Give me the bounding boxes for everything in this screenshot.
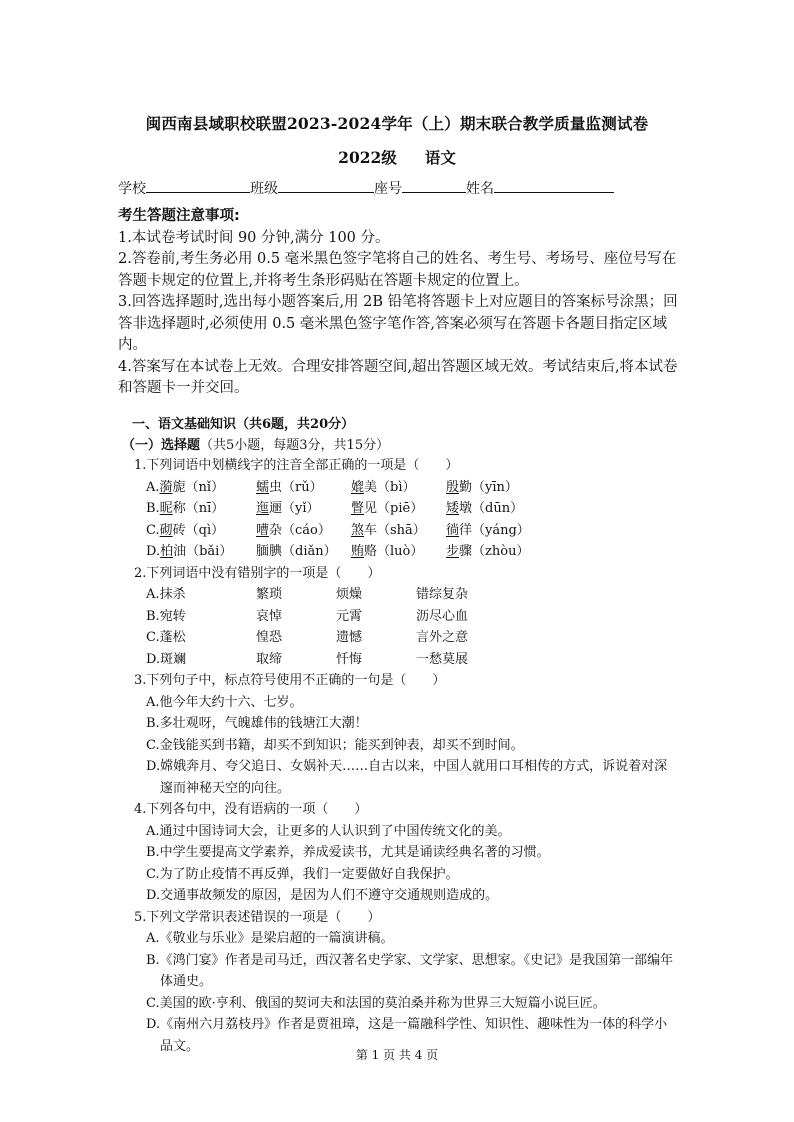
subject-label: 语文	[424, 148, 456, 167]
q5-option: D.《南州六月荔枝丹》作者是贾祖璋，这是一篇融科学性、知识性、趣味性为一体的科学小品文。	[146, 1017, 668, 1054]
q4-option: B.中学生要提高文学素养，养成爱读书，尤其是诵读经典名著的习惯。	[146, 845, 550, 860]
q1-option-row: D.柏油（bǎi） 腼腆（diǎn） 贿赂（luò） 步骤（zhòu）	[146, 544, 530, 559]
notice-item: 2.答卷前,考生务必用 0.5 毫米黑色签字笔将自己的姓名、考生号、考场号、座位号写在答题卡规定的位置上,并将考生条形码贴在答题卡规定的位置上。	[118, 251, 677, 289]
q5-option: C.美国的欧·亨利、俄国的契诃夫和法国的莫泊桑并称为世界三大短篇小说巨匠。	[146, 995, 606, 1011]
q1-option-row: C.砌砖（qì） 嘈杂（cáo） 煞车（shā） 徜徉（yáng）	[146, 522, 530, 538]
q2-option-row: C.蓬松 惶恐 遗憾 言外之意	[146, 630, 469, 645]
notice-heading: 考生答题注意事项:	[118, 208, 240, 224]
class-blank[interactable]	[278, 178, 374, 193]
questions-block	[134, 455, 674, 1057]
q4-option: A.通过中国诗词大会，让更多的人认识到了中国传统文化的美。	[146, 823, 511, 839]
exam-notice	[118, 206, 678, 400]
name-blank[interactable]	[494, 178, 614, 193]
seat-label: 座号	[374, 181, 402, 197]
grade-label: 2022级	[338, 148, 397, 167]
subsection-detail: （共5小题，每题3分，共15分）	[200, 438, 390, 453]
q4-option: C.为了防止疫情不再反弹，我们一定要做好自我保护。	[146, 866, 459, 882]
q2-option-row: D.斑斓 取缔 忏悔 一愁莫展	[146, 651, 469, 667]
q3-option: A.他今年大约十六、七岁。	[146, 694, 303, 710]
school-label: 学校	[118, 181, 146, 197]
question-stem: 2.下列词语中没有错别字的一项是（ ）	[134, 565, 381, 581]
question-stem: 1.下列词语中划横线字的注音全部正确的一项是（ ）	[134, 458, 459, 473]
subsection-bold: （一）选择题	[122, 438, 201, 453]
school-blank[interactable]	[146, 178, 250, 193]
section-title: 一、语文基础知识（共6题，共20分）	[132, 417, 355, 432]
exam-subtitle	[0, 146, 794, 168]
q3-option: C.金钱能买到书籍，却买不到知识；能买到钟表，却买不到时间。	[146, 737, 524, 753]
student-info-line	[118, 178, 614, 198]
class-label: 班级	[250, 181, 278, 197]
q1-option-row: B.昵称（nī） 迤逦（yǐ） 瞥见（piē） 矮墩（dūn）	[146, 501, 524, 516]
q3-option: B.多壮观呀，气魄雄伟的钱塘江大潮！	[146, 716, 368, 731]
notice-item: 3.回答选择题时,选出每小题答案后,用 2B 铅笔将答题卡上对应题目的答案标号涂黑；回答非选择题时,必须使用 0.5 毫米黑色签字笔作答,答案必须写在答题卡各题目指定区域内。	[118, 294, 678, 353]
page-footer: 第 1 页 共 4 页	[355, 1048, 439, 1062]
name-label: 姓名	[466, 181, 494, 197]
notice-item: 4.答案写在本试卷上无效。合理安排答题空间,超出答题区域无效。考试结束后,将本试卷和答题卡一并交回。	[118, 358, 678, 396]
q5-option: A.《敬业与乐业》是梁启超的一篇演讲稿。	[146, 931, 394, 946]
seat-blank[interactable]	[402, 178, 466, 193]
q1-option-row: A.漪旎（nǐ） 蠕虫（rǔ） 媲美（bì） 殷勤（yīn）	[146, 479, 518, 495]
notice-item: 1.本试卷考试时间 90 分钟,满分 100 分。	[118, 229, 390, 246]
q3-option: D.嫦娥奔月、夸父追日、女娲补天……自古以来，中国人就用口耳相传的方式，诉说着对深邃而神秘天空的向往。	[146, 759, 668, 796]
question-stem: 5.下列文学常识表述错误的一项是（ ）	[134, 909, 381, 925]
subsection-title	[122, 434, 389, 453]
q4-option: D.交通事故频发的原因，是因为人们不遵守交通规则造成的。	[146, 888, 499, 903]
q5-option: B.《鸿门宴》作者是司马迁，西汉著名史学家、文学家、思想家。《史记》是我国第一部编年体通史。	[146, 952, 674, 989]
q2-option-row: B.宛转 哀悼 元霄 沥尽心血	[146, 608, 469, 624]
exam-title: 闽西南县域职校联盟2023-2024学年（上）期末联合教学质量监测试卷	[145, 114, 649, 133]
question-stem: 4.下列各句中，没有语病的一项（ ）	[134, 802, 368, 817]
question-stem: 3.下列句子中，标点符号使用不正确的一句是（ ）	[134, 673, 446, 688]
q2-option-row: A.抹杀 繁琐 烦燥 错综复杂	[146, 587, 469, 602]
